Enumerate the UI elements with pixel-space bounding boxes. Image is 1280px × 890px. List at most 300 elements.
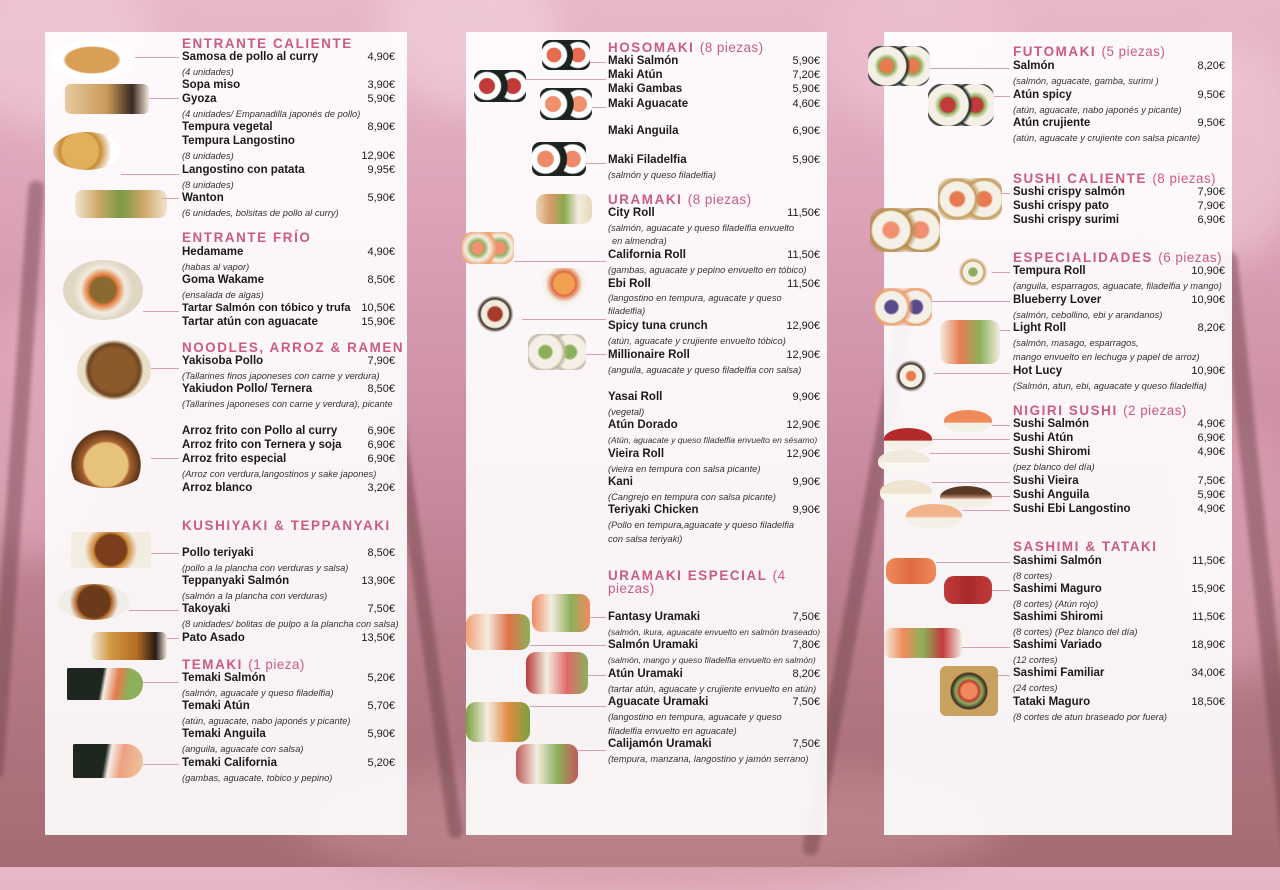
menu-item — [1013, 214, 1225, 228]
menu-item — [1013, 555, 1225, 569]
item-description: (vegetal) — [608, 407, 645, 417]
item-description: (atún, aguacate, nabo japonés y picante) — [182, 716, 351, 726]
pollo-teriyaki-image — [71, 532, 151, 568]
item-price: 4,90€ — [367, 246, 395, 258]
menu-item — [182, 632, 395, 646]
item-description: (salmón, ikura, aguacate envuelto en salmón braseado) — [608, 627, 821, 637]
item-description: (6 unidades, bolsitas de pollo al curry) — [182, 208, 339, 218]
futomaki-salmon-image — [868, 46, 930, 86]
leader-line — [1000, 330, 1010, 331]
item-name: Temaki Salmón — [182, 672, 266, 684]
leader-line — [934, 373, 1010, 374]
item-name: Arroz frito especial — [182, 453, 287, 465]
menu-item — [1013, 489, 1225, 503]
item-name: Sushi Vieira — [1013, 475, 1079, 487]
menu-item — [182, 246, 395, 260]
leader-line — [992, 590, 1010, 591]
item-description: (salmón a la plancha con verduras) — [182, 591, 328, 601]
item-name: Arroz blanco — [182, 482, 253, 494]
menu-item — [1013, 265, 1225, 279]
aguacate-uramaki-image — [466, 702, 530, 742]
menu-item — [608, 154, 820, 168]
calijamon-uramaki-image — [516, 744, 578, 784]
leader-line — [135, 57, 179, 58]
item-description: (gambas, aguacate, tobico y pepino) — [182, 773, 333, 783]
leader-line — [586, 354, 606, 355]
item-description: (8 cortes de atun braseado por fuera) — [1013, 712, 1168, 722]
item-price: 9,50€ — [1197, 89, 1225, 101]
item-description: (4 unidades/ Empanadilla japonés de pollo) — [182, 109, 361, 119]
pato-asado-image — [91, 632, 167, 660]
menu-item — [1013, 475, 1225, 489]
item-price: 6,90€ — [1197, 432, 1225, 444]
leader-line — [932, 482, 1010, 483]
menu-item — [182, 700, 395, 714]
maki-salmon-image — [542, 40, 590, 70]
leader-line — [962, 647, 1010, 648]
item-name: Wanton — [182, 192, 224, 204]
item-name: California Roll — [608, 249, 686, 261]
menu-item — [608, 320, 820, 334]
tempura-image — [53, 132, 121, 170]
sashimi-salmon-image — [886, 558, 936, 584]
hot-lucy-image — [888, 354, 934, 398]
nigiri-shiromi-image — [878, 450, 930, 472]
menu-item — [182, 439, 395, 453]
item-price: 12,90€ — [786, 320, 820, 332]
fantasy-uramaki-image — [532, 594, 590, 632]
item-price: 5,70€ — [367, 700, 395, 712]
item-price: 5,20€ — [367, 672, 395, 684]
item-description: (Atún, aguacate y queso filadelfia envuelto en sésamo) — [608, 435, 818, 445]
menu-item — [1013, 117, 1225, 131]
menu-column-3 — [884, 32, 1232, 835]
item-price: 7,50€ — [792, 611, 820, 623]
item-name: Sushi Anguila — [1013, 489, 1090, 501]
item-description: (atún, aguacate, nabo japonés y picante) — [1013, 105, 1182, 115]
item-name: Kani — [608, 476, 633, 488]
section-title-uramaki-especial: URAMAKI ESPECIAL (4 piezas) — [608, 568, 786, 596]
item-name: Maki Atún — [608, 69, 663, 81]
menu-item — [182, 425, 395, 439]
item-name: Yakisoba Pollo — [182, 355, 264, 367]
menu-item — [1013, 186, 1225, 200]
leader-line — [588, 675, 606, 676]
item-name: Sushi crispy pato — [1013, 200, 1109, 212]
menu-item — [182, 383, 395, 397]
item-name: Ebi Roll — [608, 278, 651, 290]
menu-item — [1013, 503, 1225, 517]
item-name: Hot Lucy — [1013, 365, 1063, 377]
item-price: 8,20€ — [1197, 60, 1225, 72]
nigiri-ebi-image — [906, 504, 962, 528]
item-price: 8,50€ — [367, 274, 395, 286]
leader-line — [932, 301, 1010, 302]
nigiri-vieira-image — [880, 480, 932, 504]
spicy-tuna-image — [468, 294, 522, 334]
item-price: 8,20€ — [1197, 322, 1225, 334]
leader-line — [994, 96, 1010, 97]
item-description: (anguila, esparragos, aguacate, filadelfia y mango) — [1013, 281, 1222, 291]
item-name: Tartar Salmón con tóbico y trufa — [182, 302, 351, 314]
blueberry-lover-image — [874, 288, 932, 326]
item-price: 4,90€ — [1197, 503, 1225, 515]
item-price: 5,90€ — [792, 154, 820, 166]
leader-line — [992, 272, 1010, 273]
menu-item — [182, 453, 395, 467]
item-price: 5,90€ — [1197, 489, 1225, 501]
leader-line — [151, 458, 179, 459]
item-price: 12,90€ — [786, 448, 820, 460]
sashimi-familiar-image — [940, 666, 998, 716]
menu-item — [608, 419, 820, 433]
item-description: (8 unidades) — [182, 180, 234, 190]
leader-line — [161, 198, 179, 199]
item-name: Salmón Uramaki — [608, 639, 699, 651]
item-price: 5,90€ — [792, 55, 820, 67]
item-name: Tempura vegetal — [182, 121, 273, 133]
yakisoba-image — [77, 340, 151, 400]
item-description: (24 cortes) — [1013, 683, 1058, 693]
leader-line — [586, 163, 606, 164]
item-name: Sashimi Familiar — [1013, 667, 1105, 679]
item-name: Maki Gambas — [608, 83, 683, 95]
item-description: (langostino en tempura, aguacate y queso — [608, 712, 782, 722]
item-name: Maki Aguacate — [608, 98, 689, 110]
item-price: 6,90€ — [1197, 214, 1225, 226]
section-title-entrante-frio: ENTRANTE FRÍO — [182, 230, 312, 245]
item-price: 11,50€ — [787, 207, 820, 219]
gyoza-image — [65, 84, 149, 114]
item-description: (Cangrejo en tempura con salsa picante) — [608, 492, 776, 502]
item-price: 5,90€ — [367, 93, 395, 105]
item-price: 5,90€ — [367, 192, 395, 204]
menu-item — [1013, 446, 1225, 460]
menu-item — [608, 639, 820, 653]
city-roll-image — [536, 194, 592, 224]
menu-item — [608, 696, 820, 710]
item-price: 3,90€ — [367, 79, 395, 91]
item-name: Teriyaki Chicken — [608, 504, 699, 516]
item-description: filadelfia) — [608, 306, 646, 316]
item-name: Sushi Salmón — [1013, 418, 1090, 430]
menu-item — [1013, 696, 1225, 710]
menu-item — [608, 668, 820, 682]
item-name: Sashimi Maguro — [1013, 583, 1102, 595]
sashimi-variado-image — [884, 628, 962, 658]
leader-line — [936, 562, 1010, 563]
menu-item — [1013, 89, 1225, 103]
item-price: 18,90€ — [1191, 639, 1225, 651]
item-price: 3,20€ — [367, 482, 395, 494]
maki-filadelfia-image — [532, 142, 586, 176]
item-name: Sashimi Shiromi — [1013, 611, 1104, 623]
item-price: 9,95€ — [367, 164, 395, 176]
menu-item — [182, 547, 395, 561]
item-description: (pez blanco del día) — [1013, 462, 1095, 472]
item-description: (salmón y queso filadelfia) — [608, 170, 716, 180]
item-price: 7,50€ — [792, 738, 820, 750]
menu-item — [608, 83, 820, 97]
menu-item — [1013, 611, 1225, 625]
leader-line — [930, 453, 1010, 454]
item-name: Atún spicy — [1013, 89, 1072, 101]
item-price: 13,90€ — [361, 575, 395, 587]
menu-item — [1013, 365, 1225, 379]
item-price: 7,20€ — [792, 69, 820, 81]
section-title-uramaki: URAMAKI (8 piezas) — [608, 192, 752, 207]
menu-item — [1013, 639, 1225, 653]
item-description: (12 cortes) — [1013, 655, 1058, 665]
item-price: 11,50€ — [1192, 611, 1225, 623]
leader-line — [530, 706, 606, 707]
samosa-image — [51, 40, 133, 80]
item-name: Teppanyaki Salmón — [182, 575, 290, 587]
leader-line — [143, 682, 179, 683]
item-description: (tempura, manzana, langostino y jamón serrano) — [608, 754, 809, 764]
section-title-especialidades: ESPECIALIDADES (6 piezas) — [1013, 250, 1223, 265]
menu-item — [182, 302, 395, 316]
menu-item — [182, 93, 395, 107]
menu-item — [1013, 432, 1225, 446]
menu-item — [1013, 322, 1225, 336]
item-price: 15,90€ — [361, 316, 395, 328]
item-description: (anguila, aguacate y queso filadelfia con salsa) — [608, 365, 802, 375]
menu-item — [1013, 583, 1225, 597]
item-description: (tartar atún, aguacate y crujiente envuelto en atún) — [608, 684, 817, 694]
menu-item — [182, 355, 395, 369]
item-name: Tartar atún con aguacate — [182, 316, 318, 328]
menu-item — [608, 504, 820, 518]
leader-line — [932, 439, 1010, 440]
item-name: Maki Filadelfia — [608, 154, 687, 166]
item-name: Maki Salmón — [608, 55, 679, 67]
item-name: Atún Dorado — [608, 419, 678, 431]
leader-line — [590, 617, 606, 618]
item-description: (Tallarines japoneses con carne y verdura), picante — [182, 399, 393, 409]
item-name: Temaki Atún — [182, 700, 250, 712]
section-title-entrante-caliente: ENTRANTE CALIENTE — [182, 36, 353, 51]
item-description: (Pollo en tempura,aguacate y queso filadelfia — [608, 520, 795, 530]
leader-line — [121, 174, 179, 175]
item-description: (gambas, aguacate y pepino envuelto en tóbico) — [608, 265, 807, 275]
item-name: Yasai Roll — [608, 391, 663, 403]
item-description: (vieira en tempura con salsa picante) — [608, 464, 761, 474]
menu-item — [182, 135, 395, 149]
item-description: con salsa teriyaki) — [608, 534, 683, 544]
item-description: (salmón, masago, esparragos, — [1013, 338, 1139, 348]
item-description: (langostino en tempura, aguacate y queso — [608, 293, 782, 303]
menu-item — [182, 603, 395, 617]
item-name: Pollo teriyaki — [182, 547, 254, 559]
goma-wakame-image — [63, 260, 143, 320]
item-price: 5,90€ — [792, 83, 820, 95]
item-name: Sushi crispy surimi — [1013, 214, 1120, 226]
wanton-image — [75, 190, 167, 218]
item-description: en almendra) — [612, 236, 667, 246]
item-price: 4,90€ — [367, 51, 395, 63]
menu-item — [608, 98, 820, 112]
item-name: Millionaire Roll — [608, 349, 690, 361]
item-description: (Arroz con verdura,langostinos y sake japones) — [182, 469, 377, 479]
leader-line — [514, 261, 606, 262]
item-price: 7,90€ — [1197, 186, 1225, 198]
item-name: Goma Wakame — [182, 274, 265, 286]
item-price: 12,90€ — [786, 419, 820, 431]
atun-uramaki-image — [526, 652, 588, 694]
item-price: 7,50€ — [1197, 475, 1225, 487]
item-name: Gyoza — [182, 93, 217, 105]
sashimi-maguro-image — [944, 576, 992, 604]
item-price: 7,90€ — [1197, 200, 1225, 212]
item-description: (salmón, mango y queso filadelfia envuelto en salmón) — [608, 655, 816, 665]
menu-item — [608, 125, 820, 139]
item-description: (8 unidades/ bolitas de pulpo a la plancha con salsa) — [182, 619, 399, 629]
tempura-roll-image — [954, 250, 992, 294]
leader-line — [530, 645, 606, 646]
item-price: 6,90€ — [367, 425, 395, 437]
menu-item — [608, 611, 820, 625]
section-title-nigiri: NIGIRI SUSHI (2 piezas) — [1013, 403, 1187, 418]
item-price: 9,90€ — [792, 391, 820, 403]
menu-item — [1013, 60, 1225, 74]
item-name: Sashimi Variado — [1013, 639, 1102, 651]
item-price: 8,50€ — [367, 547, 395, 559]
item-name: Pato Asado — [182, 632, 245, 644]
leader-line — [143, 764, 179, 765]
item-name: Atún crujiente — [1013, 117, 1091, 129]
item-description: (salmón, aguacate y queso filadelfia) — [182, 688, 334, 698]
menu-column-2 — [466, 32, 827, 835]
leader-line — [930, 68, 1010, 69]
menu-item — [182, 575, 395, 589]
section-title-sashimi: SASHIMI & TATAKI — [1013, 539, 1158, 554]
item-description: mango envuelto en lechuga y papel de arroz) — [1013, 352, 1200, 362]
leader-line — [592, 107, 606, 108]
item-price: 11,50€ — [787, 249, 820, 261]
menu-item — [182, 79, 395, 93]
menu-item — [182, 728, 395, 742]
item-name: Yakiudon Pollo/ Ternera — [182, 383, 313, 395]
section-title-kushiyaki: KUSHIYAKI & TEPPANYAKI — [182, 518, 391, 533]
item-description: (ensalada de algas) — [182, 290, 264, 300]
arroz-frito-image — [61, 430, 151, 488]
item-description: (pollo a la plancha con verduras y salsa) — [182, 563, 349, 573]
leader-line — [578, 750, 606, 751]
item-price: 8,50€ — [367, 383, 395, 395]
item-price: 6,90€ — [367, 453, 395, 465]
leader-line — [151, 553, 179, 554]
menu-item — [182, 316, 395, 330]
section-title-futomaki: FUTOMAKI (5 piezas) — [1013, 44, 1166, 59]
item-price: 11,50€ — [787, 278, 820, 290]
item-name: Tempura Roll — [1013, 265, 1086, 277]
item-name: Sashimi Salmón — [1013, 555, 1102, 567]
leader-line — [526, 79, 606, 80]
menu-item — [608, 207, 820, 221]
item-description: (Salmón, atun, ebi, aguacate y queso filadelfia) — [1013, 381, 1207, 391]
menu-item — [1013, 294, 1225, 308]
temaki-california-image — [73, 744, 143, 778]
item-name: Sushi Atún — [1013, 432, 1074, 444]
item-price: 5,90€ — [367, 728, 395, 740]
item-price: 15,90€ — [1191, 583, 1225, 595]
item-name: Maki Anguila — [608, 125, 679, 137]
section-title-temaki: TEMAKI (1 pieza) — [182, 657, 305, 672]
item-price: 18,50€ — [1191, 696, 1225, 708]
menu-item — [1013, 667, 1225, 681]
takoyaki-image — [59, 584, 129, 620]
menu-column-1 — [45, 32, 407, 835]
item-name: Calijamón Uramaki — [608, 738, 712, 750]
menu-item — [182, 757, 395, 771]
california-roll-image — [462, 232, 514, 264]
menu-item — [182, 121, 395, 135]
item-price: 6,90€ — [792, 125, 820, 137]
item-name: Samosa de pollo al curry — [182, 51, 319, 63]
item-price: 8,90€ — [367, 121, 395, 133]
item-name: Langostino con patata — [182, 164, 305, 176]
sushi-crispy-2-image — [870, 208, 940, 252]
item-price: 4,90€ — [1197, 418, 1225, 430]
section-title-noodles: NOODLES, ARROZ & RAMEN — [182, 340, 405, 355]
item-name: Sushi Ebi Langostino — [1013, 503, 1131, 515]
item-price: 10,90€ — [1191, 294, 1225, 306]
item-description: (8 cortes) (Atún rojo) — [1013, 599, 1099, 609]
menu-item — [182, 51, 395, 65]
item-price: 10,90€ — [1191, 365, 1225, 377]
menu-item — [608, 69, 820, 83]
item-name: Hedamame — [182, 246, 244, 258]
leader-line — [1002, 193, 1010, 194]
item-description: (4 unidades) — [182, 67, 234, 77]
item-price: 6,90€ — [367, 439, 395, 451]
leader-line — [590, 62, 606, 63]
item-price: 9,90€ — [792, 504, 820, 516]
menu-item — [608, 55, 820, 69]
menu-item — [182, 672, 395, 686]
item-description: (8 unidades) — [182, 151, 234, 161]
item-price: 7,80€ — [792, 639, 820, 651]
menu-item — [1013, 418, 1225, 432]
item-name: Sopa miso — [182, 79, 241, 91]
item-name: Arroz frito con Pollo al curry — [182, 425, 338, 437]
leader-line — [522, 319, 606, 320]
item-price: 4,60€ — [792, 98, 820, 110]
menu-item — [608, 448, 820, 462]
leader-line — [167, 638, 179, 639]
menu-item — [608, 391, 820, 405]
item-description: (anguila, aguacate con salsa) — [182, 744, 304, 754]
light-roll-image — [940, 320, 1000, 364]
item-price: 12,90€ — [361, 150, 395, 162]
leader-line — [962, 510, 1010, 511]
menu-item — [608, 278, 820, 292]
item-price: 9,50€ — [1197, 117, 1225, 129]
nigiri-atun-image — [884, 428, 932, 450]
item-name: Temaki Anguila — [182, 728, 266, 740]
nigiri-salmon-image — [944, 410, 992, 432]
section-title-hosomaki: HOSOMAKI (8 piezas) — [608, 40, 764, 55]
item-price: 7,90€ — [367, 355, 395, 367]
item-name: Tempura Langostino — [182, 135, 295, 147]
item-price: 4,90€ — [1197, 446, 1225, 458]
section-title-sushi-caliente: SUSHI CALIENTE (8 piezas) — [1013, 171, 1217, 186]
item-name: Salmón — [1013, 60, 1055, 72]
ebi-roll-image — [536, 268, 592, 320]
menu-item — [608, 738, 820, 752]
item-price: 5,20€ — [367, 757, 395, 769]
